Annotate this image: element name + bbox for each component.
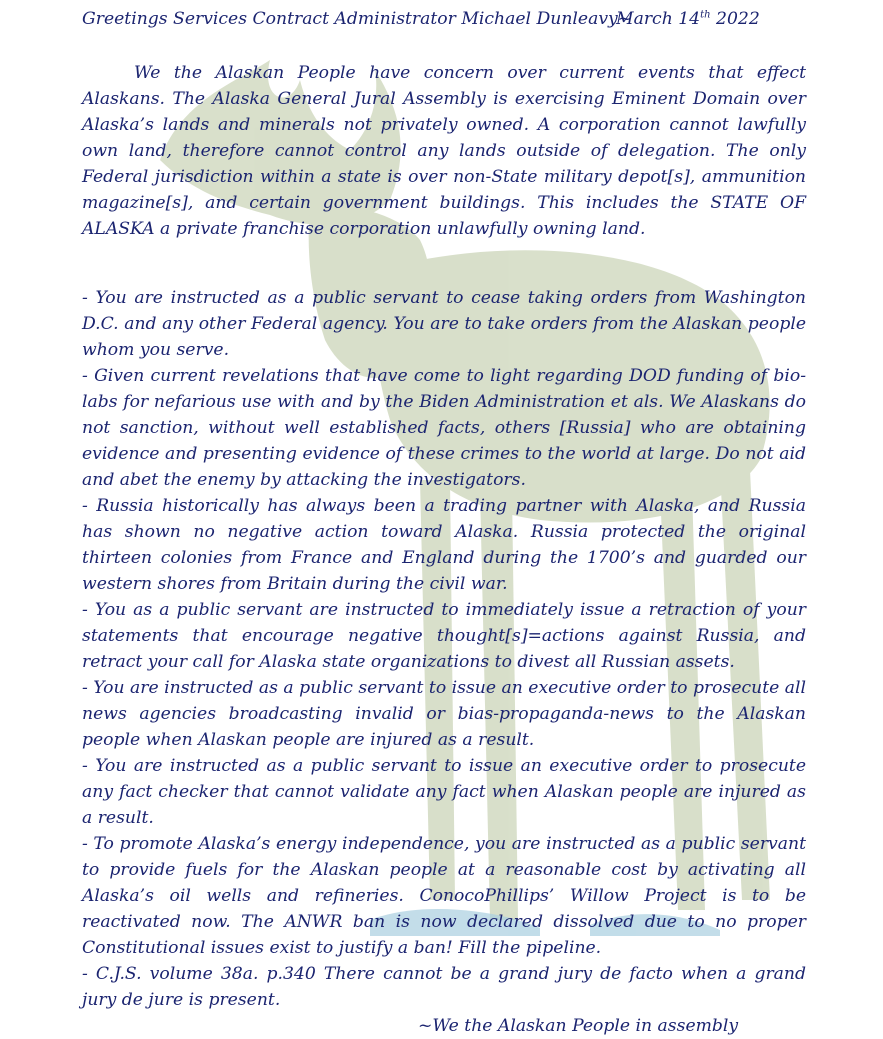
greeting-line: Greetings Services Contract Administrator Michael Dunleavy~ [82, 9, 633, 29]
letter-date [616, 6, 760, 32]
intro-paragraph: We the Alaskan People have concern over current events that effect Alaskans. The Alaska General Jural Assembly is exercising Eminent Domain over Alaska’s lands and minerals not privately owned. A corporation cannot lawfully own land, therefore cannot control any lands outside of delegation. The only Federal jurisdiction within a state is over non-State military depot[s], ammunition magazine[s], and certain government buildings. This includes the STATE OF ALASKA a private franchise corporation unlawfully owning land. [82, 63, 806, 239]
instruction-item-4: - You as a public servant are instructed to immediately issue a retraction of your statements that encourage negative thought[s]=actions against Russia, and retract your call for Alaska state organizations to divest all Russian assets. [82, 600, 806, 673]
instruction-item-7: - To promote Alaska’s energy independence, you are instructed as a public servant to provide fuels for the Alaskan people at a reasonable cost by activating all Alaska’s oil wells and refineries. ConocoPhillips’ Willow Project is to be reactivated now. The ANWR ban is now declared dissolved due to no proper Constitutional issues exist to justify a ban! Fill the pipeline. [82, 834, 806, 959]
instruction-item-3: - Russia historically has always been a trading partner with Alaska, and Russia has shown no negative action toward Alaska. Russia protected the original thirteen colonies from France and England during the 1700’s and guarded our western shores from Britain during the civil war. [82, 496, 806, 595]
date-suffix: th [700, 9, 711, 21]
letter [82, 6, 806, 1039]
letter-header [82, 6, 806, 34]
instruction-item-8: - C.J.S. volume 38a. p.340 There cannot be a grand jury de facto when a grand jury de jure is present. [82, 964, 806, 1011]
instruction-item-2: - Given current revelations that have come to light regarding DOD funding of bio-labs for nefarious use with and by the Biden Administration et als. We Alaskans do not sanction, without well established facts, others [Russia] who are obtaining evidence and presenting evidence of these crimes to the world at large. Do not aid and abet the enemy by attacking the investigators. [82, 366, 806, 491]
instruction-item-1: - You are instructed as a public servant to cease taking orders from Washington D.C. and any other Federal agency. You are to take orders from the Alaskan people whom you serve. [82, 288, 806, 361]
signature-line: ~We the Alaskan People in assembly [418, 1016, 739, 1037]
instruction-item-5: - You are instructed as a public servant to issue an executive order to prosecute all news agencies broadcasting invalid or bias-propaganda-news to the Alaskan people when Alaskan people are injured as a result. [82, 678, 806, 751]
date-year: 2022 [710, 9, 760, 29]
paragraph-spacer [82, 259, 806, 285]
instruction-item-6: - You are instructed as a public servant to issue an executive order to prosecute any fact checker that cannot validate any fact when Alaskan people are injured as a result. [82, 756, 806, 829]
date-month-day: March 14 [616, 9, 701, 29]
